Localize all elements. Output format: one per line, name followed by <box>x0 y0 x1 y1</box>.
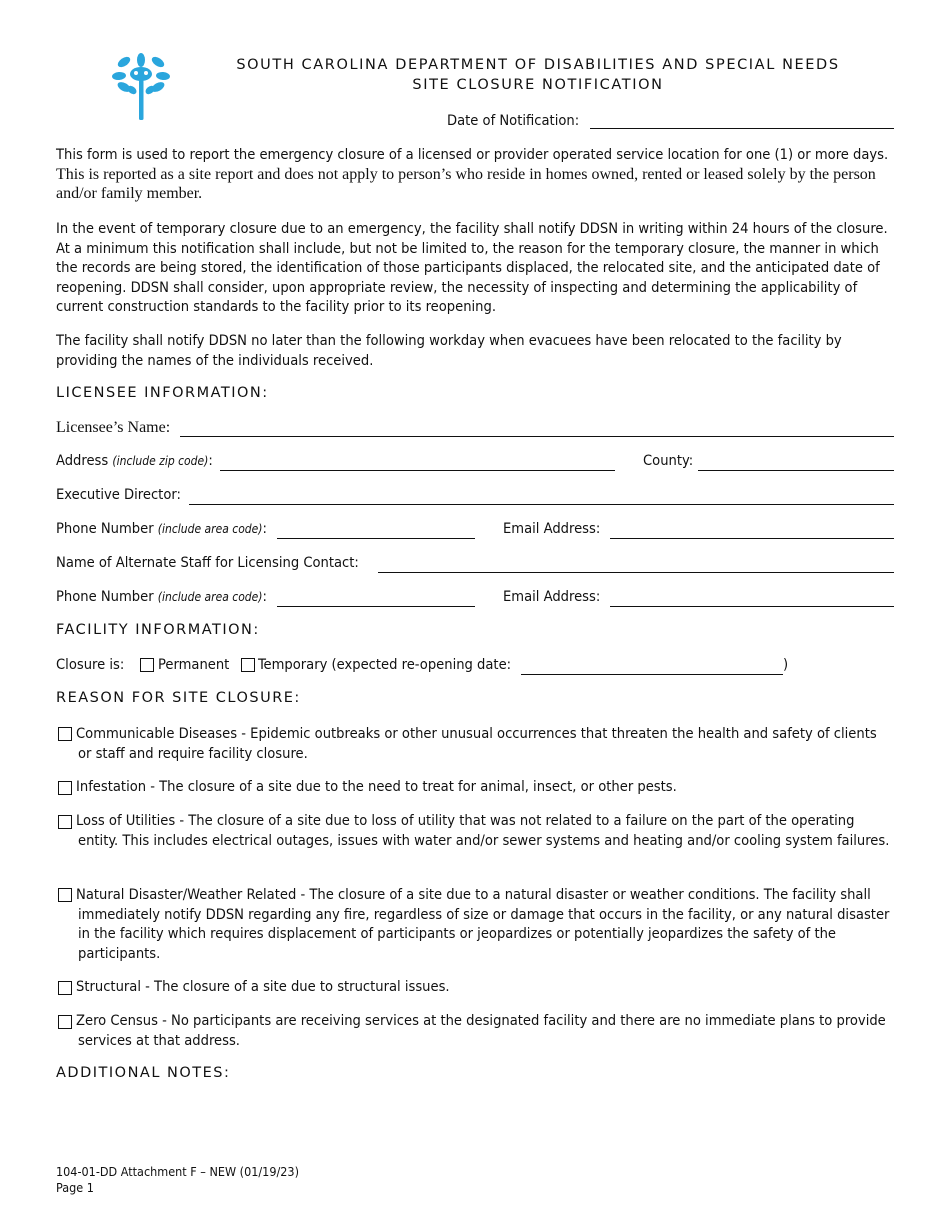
date-of-notification-field[interactable] <box>590 128 894 129</box>
reason-checkbox-structural[interactable] <box>58 981 72 995</box>
alternate-phone-label: Phone Number (include area code): <box>56 588 267 605</box>
date-of-notification-label: Date of Notification: <box>447 112 580 129</box>
email-address-field[interactable] <box>610 538 894 539</box>
licensee-name-label: Licensee’s Name: <box>56 419 171 436</box>
executive-director-label: Executive Director: <box>56 486 181 503</box>
page-number: Page 1 <box>56 1180 94 1195</box>
address-label: Address (include zip code): <box>56 452 213 469</box>
alternate-staff-label: Name of Alternate Staff for Licensing Contact: <box>56 554 359 571</box>
close-paren: ) <box>783 656 789 673</box>
county-field[interactable] <box>698 470 894 471</box>
intro-paragraph-1: This form is used to report the emergency closure of a licensed or provider operated service location for one (1) or more days. This is reported as a site report and does not apply to person’s who reside in homes owned, rented or leased solely by the person and/or family member. <box>56 146 889 203</box>
form-title: SITE CLOSURE NOTIFICATION <box>412 77 664 93</box>
reason-section-title: REASON FOR SITE CLOSURE: <box>56 690 301 706</box>
phone-number-label: Phone Number (include area code): <box>56 520 267 537</box>
org-title: SOUTH CAROLINA DEPARTMENT OF DISABILITIES AND SPECIAL NEEDS <box>236 57 840 73</box>
temporary-label: Temporary (expected re-opening date: <box>258 656 512 673</box>
permanent-label: Permanent <box>158 656 230 673</box>
reason-natural-disaster: Natural Disaster/Weather Related - The closure of a site due to a natural disaster or weather conditions. The facility shall immediately notify DDSN regarding any fire, regardless of size or damage that occurs in the facility, or any natural disaster in the facility which requires displacement of participants or jeopardizes or potentially jeopardizes the safety of the participants. <box>76 886 890 962</box>
closure-is-label: Closure is: <box>56 656 125 673</box>
email-address-label: Email Address: <box>503 520 601 537</box>
reason-zero-census: Zero Census - No participants are receiving services at the designated facility and there are no immediate plans to provide services at that address. <box>76 1012 886 1049</box>
alternate-email-field[interactable] <box>610 606 894 607</box>
form-id: 104-01-DD Attachment F – NEW (01/19/23) <box>56 1164 299 1179</box>
intro-paragraph-2: In the event of temporary closure due to an emergency, the facility shall notify DDSN in writing within 24 hours of the closure. At a minimum this notification shall include, but not be limited to, the reason for the temporary closure, the manner in which the records are being stored, the identification of those participants displaced, the relocated site, and the anticipated date of reopening. DDSN shall consider, upon appropriate review, the necessity of inspecting and determining the applicability of current construction standards to the facility prior to its reopening. <box>56 220 888 316</box>
reopening-date-field[interactable] <box>521 674 783 675</box>
licensee-section-title: LICENSEE INFORMATION: <box>56 385 269 401</box>
reason-communicable-diseases: Communicable Diseases - Epidemic outbreaks or other unusual occurrences that threaten the health and safety of clients or staff and require facility closure. <box>76 725 877 762</box>
reason-structural: Structural - The closure of a site due to structural issues. <box>76 978 450 995</box>
address-field[interactable] <box>220 470 615 471</box>
executive-director-field[interactable] <box>189 504 894 505</box>
licensee-name-field[interactable] <box>180 436 894 437</box>
phone-number-field[interactable] <box>277 538 475 539</box>
reason-infestation: Infestation - The closure of a site due to the need to treat for animal, insect, or other pests. <box>76 778 677 795</box>
county-label: County: <box>643 452 694 469</box>
reason-checkbox-loss-of-utilities[interactable] <box>58 815 72 829</box>
intro-paragraph-3: The facility shall notify DDSN no later than the following workday when evacuees have been relocated to the facility by providing the names of the individuals received. <box>56 332 842 369</box>
additional-notes-title: ADDITIONAL NOTES: <box>56 1065 231 1081</box>
alternate-email-label: Email Address: <box>503 588 601 605</box>
alternate-staff-field[interactable] <box>378 572 894 573</box>
reason-checkbox-communicable-diseases[interactable] <box>58 727 72 741</box>
reason-loss-of-utilities: Loss of Utilities - The closure of a site due to loss of utility that was not related to a failure on the part of the operating entity. This includes electrical outages, issues with water and/or sewer systems and heating and/or cooling system failures. <box>76 812 890 849</box>
reason-checkbox-infestation[interactable] <box>58 781 72 795</box>
facility-section-title: FACILITY INFORMATION: <box>56 622 260 638</box>
alternate-phone-field[interactable] <box>277 606 475 607</box>
permanent-checkbox[interactable] <box>140 658 154 672</box>
temporary-checkbox[interactable] <box>241 658 255 672</box>
reason-checkbox-natural-disaster[interactable] <box>58 888 72 902</box>
reason-checkbox-zero-census[interactable] <box>58 1015 72 1029</box>
